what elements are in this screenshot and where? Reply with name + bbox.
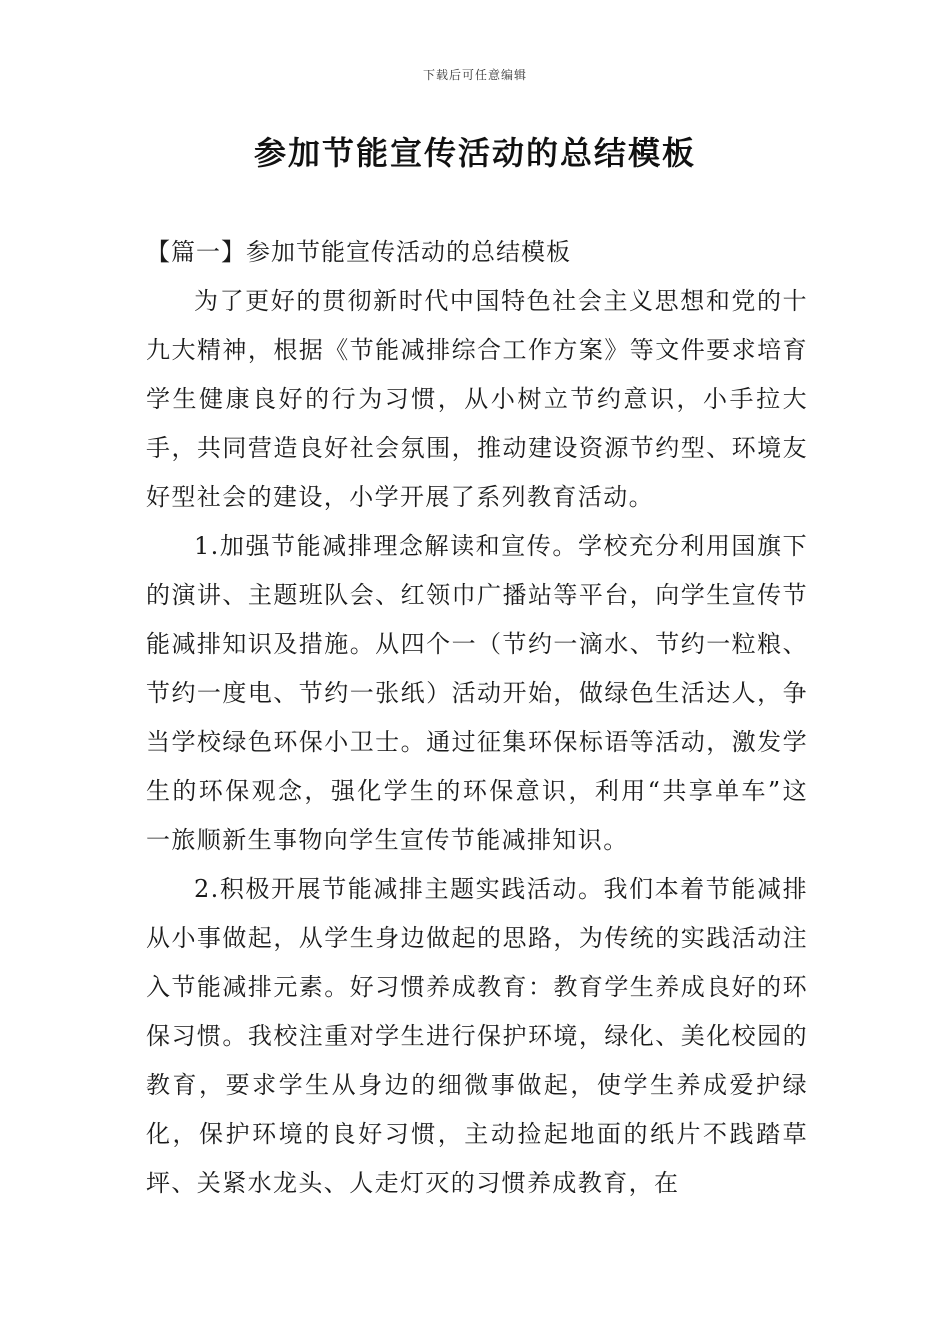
- paragraph-intro: 为了更好的贯彻新时代中国特色社会主义思想和党的十九大精神，根据《节能减排综合工作方案》等文件要求培育学生健康良好的行为习惯，从小树立节约意识，小手拉大手，共同营造良好社会氛围，推动建设资源节约型、环境友好型社会的建设，小学开展了系列教育活动。: [146, 287, 808, 511]
- paragraph-item-1: 1.加强节能减排理念解读和宣传。学校充分利用国旗下的演讲、主题班队会、红领巾广播站等平台，向学生宣传节能减排知识及措施。从四个一（节约一滴水、节约一粒粮、节约一度电、节约一张纸）活动开始，做绿色生活达人，争当学校绿色环保小卫士。通过征集环保标语等活动，激发学生的环保观念，强化学生的环保意识，利用“共享单车”这一旅顺新生事物向学生宣传节能减排知识。: [146, 532, 808, 854]
- header-note: 下载后可任意编辑: [422, 68, 527, 82]
- document-body: [146, 228, 808, 1208]
- document-title: 参加节能宣传活动的总结模板: [253, 134, 696, 172]
- paragraph-item-2: 2.积极开展节能减排主题实践活动。我们本着节能减排从小事做起，从学生身边做起的思路，为传统的实践活动注入节能减排元素。好习惯养成教育：教育学生养成良好的环保习惯。我校注重对学生进行保护环境，绿化、美化校园的教育，要求学生从身边的细微事做起，使学生养成爱护绿化，保护环境的良好习惯，主动捡起地面的纸片不践踏草坪、关紧水龙头、人走灯灭的习惯养成教育，在: [146, 875, 808, 1197]
- section-heading: 【篇一】参加节能宣传活动的总结模板: [146, 238, 571, 266]
